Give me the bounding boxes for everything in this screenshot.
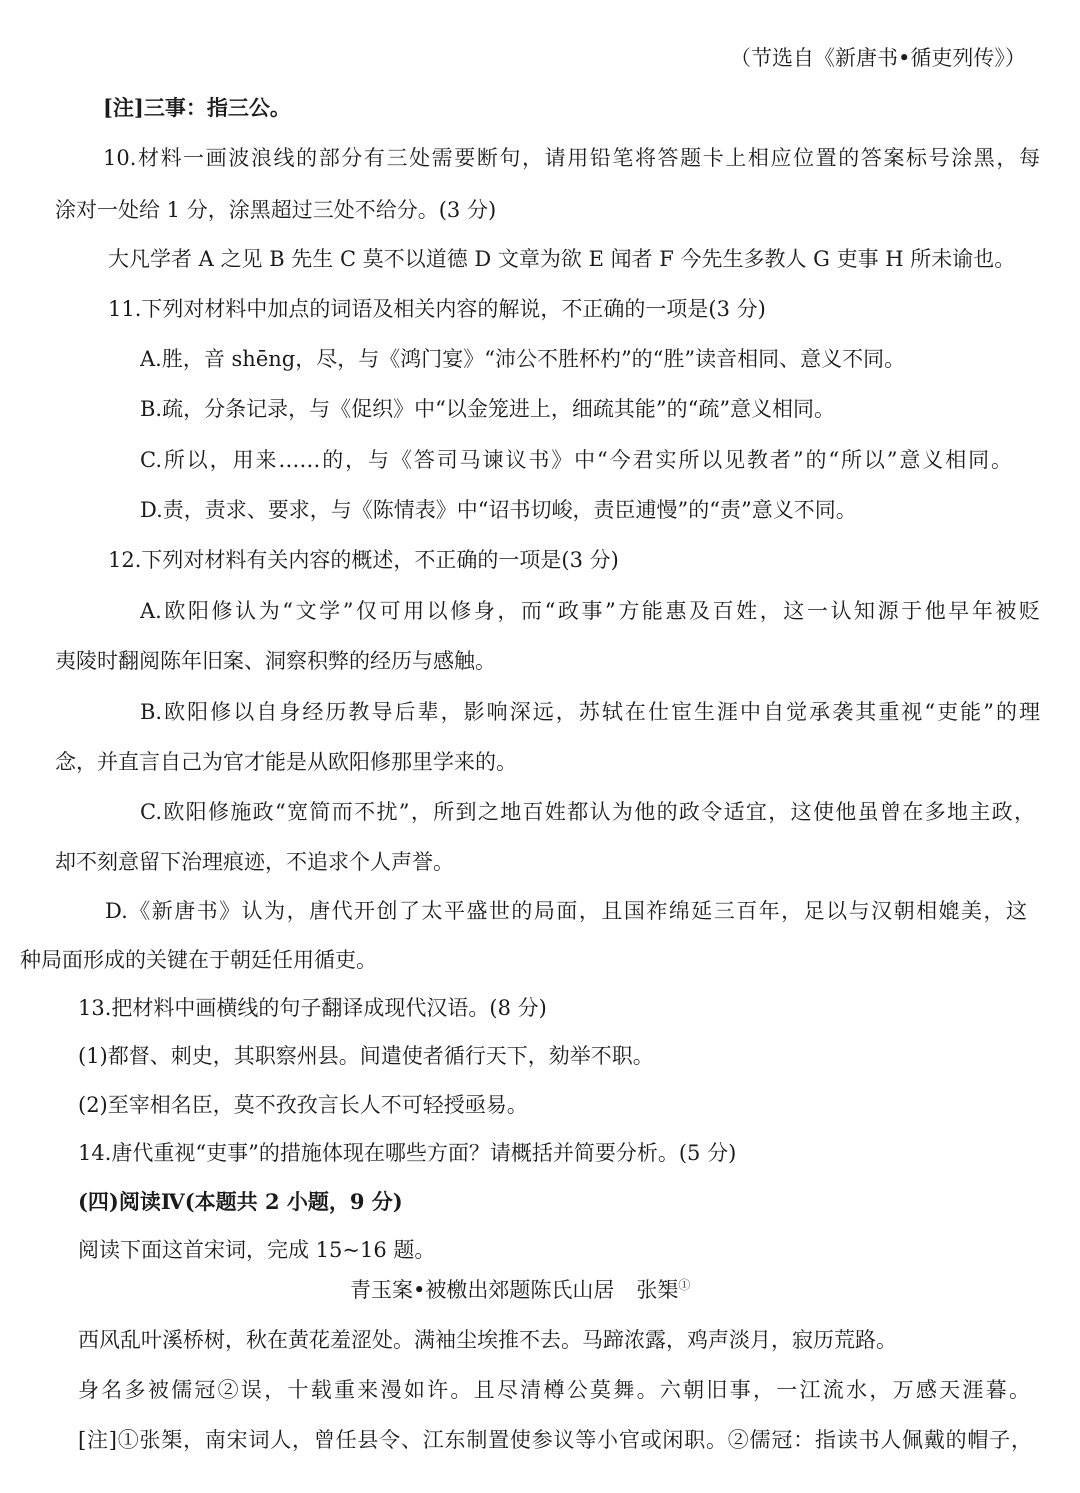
q12-option-a-line-2: 夷陵时翻阅陈年旧案、洞察积弊的经历与感触。 <box>55 649 496 673</box>
q11-option-c: C.所以，用来……的，与《答司马谏议书》中“今君实所以见教者”的“所以”意义相同。 <box>140 448 1012 472</box>
poem-stanza-1: 西风乱叶溪桥树，秋在黄花羞涩处。满袖尘埃推不去。马蹄浓露，鸡声淡月，寂历荒路。 <box>78 1328 897 1352</box>
q13-sentence-1: (1)都督、刺史，其职察州县。间遣使者循行天下，劾举不职。 <box>78 1044 654 1068</box>
q12-option-c-line-2: 却不刻意留下治理痕迹，不追求个人声誉。 <box>55 850 454 874</box>
poem-author: 张榘 <box>636 1278 679 1302</box>
passage-note: [注]三事：指三公。 <box>103 95 291 120</box>
q12-option-d-line-2: 种局面形成的关键在于朝廷任用循吏。 <box>20 948 377 972</box>
q10-stem-line-2: 涂对一处给 1 分，涂黑超过三处不给分。(3 分) <box>55 198 497 222</box>
q13-sentence-2: (2)至宰相名臣，莫不孜孜言长人不可轻授亟易。 <box>78 1093 528 1117</box>
q13-stem: 13.把材料中画横线的句子翻译成现代汉语。(8 分) <box>78 996 547 1020</box>
q11-option-b: B.疏，分条记录，与《促织》中“以金笼进上，细疏其能”的“疏”意义相同。 <box>140 397 836 421</box>
section4-instruction: 阅读下面这首宋词，完成 15~16 题。 <box>78 1238 436 1262</box>
poem-note: [注]①张榘，南宋词人，曾任县令、江东制置使参议等小官或闲职。②儒冠：指读书人佩戴的帽子， <box>78 1428 1032 1452</box>
q10-stem-line-1: 10.材料一画波浪线的部分有三处需要断句，请用铅笔将答题卡上相应位置的答案标号涂黑，每 <box>103 146 1040 170</box>
q10-passage: 大凡学者 A 之见 B 先生 C 莫不以道德 D 文章为欲 E 闻者 F 今先生多教人 G 吏事 H 所未谕也。 <box>108 247 1016 271</box>
poem-author-footnote-mark: ① <box>678 1278 691 1292</box>
section4-heading: (四)阅读Ⅳ(本题共 2 小题，9 分) <box>78 1189 403 1214</box>
poem-stanza-2: 身名多被儒冠②误，十载重来漫如许。且尽清樽公莫舞。六朝旧事，一江流水，万感天涯暮。 <box>78 1378 1030 1402</box>
source-citation: （节选自《新唐书•循吏列传》） <box>730 46 1026 70</box>
poem-title: 青玉案•被檄出郊题陈氏山居 <box>350 1278 615 1302</box>
q12-option-a-line-1: A.欧阳修认为“文学”仅可用以修身，而“政事”方能惠及百姓，这一认知源于他早年被贬 <box>140 599 1040 623</box>
q12-option-c-line-1: C.欧阳修施政“宽简而不扰”，所到之地百姓都认为他的政令适宜，这使他虽曾在多地主政， <box>140 800 1035 824</box>
poem-title-line <box>350 1276 690 1304</box>
q12-option-d-line-1: D.《新唐书》认为，唐代开创了太平盛世的局面，且国祚绵延三百年，足以与汉朝相媲美，这 <box>105 899 1027 923</box>
q12-option-b-line-2: 念，并直言自己为官才能是从欧阳修那里学来的。 <box>55 750 517 774</box>
q11-option-d: D.责，责求、要求，与《陈情表》中“诏书切峻，责臣逋慢”的“责”意义不同。 <box>140 498 857 522</box>
q14-stem: 14.唐代重视“吏事”的措施体现在哪些方面？请概括并简要分析。(5 分) <box>78 1141 737 1165</box>
q12-stem: 12.下列对材料有关内容的概述，不正确的一项是(3 分) <box>108 548 619 572</box>
q11-option-a: A.胜，音 shēng，尽，与《鸿门宴》“沛公不胜杯杓”的“胜”读音相同、意义不同。 <box>140 347 906 371</box>
q12-option-b-line-1: B.欧阳修以自身经历教导后辈，影响深远，苏轼在仕宦生涯中自觉承袭其重视“吏能”的理 <box>140 700 1040 724</box>
q11-stem: 11.下列对材料中加点的词语及相关内容的解说，不正确的一项是(3 分) <box>108 297 766 321</box>
